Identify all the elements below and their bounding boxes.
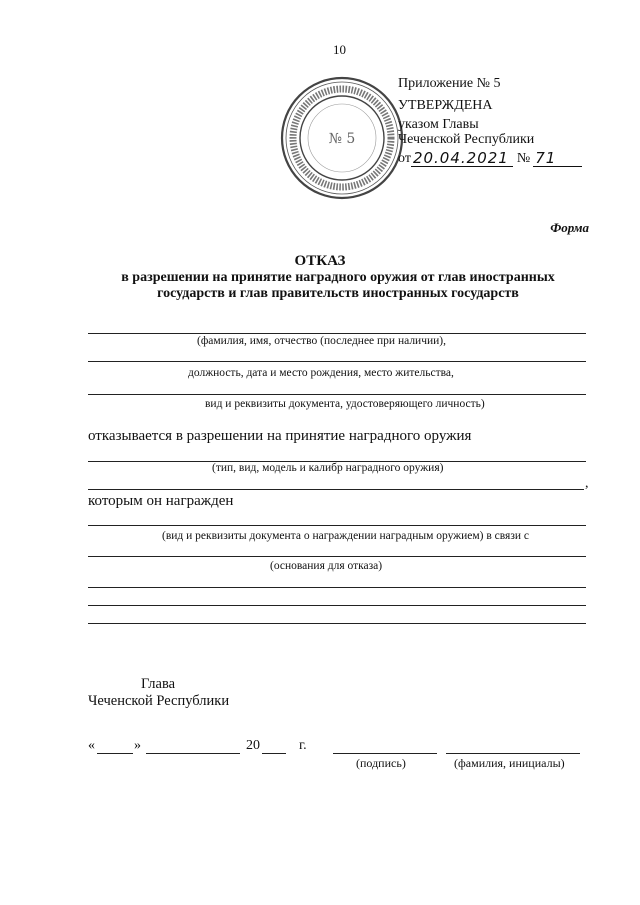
signature-caption: (подпись) xyxy=(356,756,406,770)
decree-line-2: Чеченской Республики xyxy=(398,132,535,147)
year-suffix: г. xyxy=(299,738,307,753)
stamp-center-text: № 5 xyxy=(328,131,356,147)
document-subtitle: в разрешении на принятие наградного оружия от глав иностранных государств и глав правительств иностранных государств xyxy=(121,270,555,301)
document-title: ОТКАЗ xyxy=(294,253,346,269)
fio-field-line xyxy=(88,333,586,334)
quote-open: « xyxy=(88,738,95,753)
decree-line-1: указом Главы xyxy=(398,117,479,132)
date-prefix: от xyxy=(398,151,411,166)
approved-label: УТВЕРЖДЕНА xyxy=(398,98,493,113)
document-caption: вид и реквизиты документа, удостоверяющего личность) xyxy=(205,398,485,410)
grounds-line-4 xyxy=(88,623,586,624)
fio-caption: (фамилия, имя, отчество (последнее при наличии), xyxy=(197,335,447,347)
position-caption: должность, дата и место рождения, место жительства, xyxy=(188,367,454,379)
signatory-position-line-1: Глава xyxy=(141,676,176,692)
line-comma: , xyxy=(585,476,589,491)
day-blank-line xyxy=(97,753,133,754)
signatory-position-line-2: Чеченской Республики xyxy=(88,693,230,709)
signature-line xyxy=(333,753,437,754)
decree-number-handwritten: 71 xyxy=(533,150,582,167)
awarded-text: которым он награжден xyxy=(88,493,234,509)
decree-date-line xyxy=(398,150,582,167)
refusal-text: отказывается в разрешении на принятие наградного оружия xyxy=(88,428,472,444)
grounds-line-2 xyxy=(88,587,586,588)
appendix-number: Приложение № 5 xyxy=(398,76,501,91)
document-field-line xyxy=(88,394,586,395)
grounds-line-3 xyxy=(88,605,586,606)
page-number: 10 xyxy=(333,42,346,57)
grounds-field-line xyxy=(88,556,586,557)
official-round-seal-icon xyxy=(278,74,406,202)
form-label: Форма xyxy=(550,220,589,235)
name-line xyxy=(446,753,580,754)
year-blank-line xyxy=(262,753,286,754)
grounds-caption: (основания для отказа) xyxy=(270,560,383,572)
number-sign: № xyxy=(516,151,531,166)
name-caption: (фамилия, инициалы) xyxy=(454,756,565,770)
year-prefix: 20 xyxy=(246,738,260,753)
position-field-line xyxy=(88,361,586,362)
quote-close: » xyxy=(134,738,141,753)
award-document-line xyxy=(88,525,586,526)
decree-date-handwritten: 20.04.2021 xyxy=(411,150,513,167)
award-document-caption: (вид и реквизиты документа о награждении наградным оружием) в связи с xyxy=(162,530,530,542)
weapon-extra-line xyxy=(88,489,584,490)
month-blank-line xyxy=(146,753,240,754)
weapon-caption: (тип, вид, модель и калибр наградного оружия) xyxy=(212,462,444,474)
